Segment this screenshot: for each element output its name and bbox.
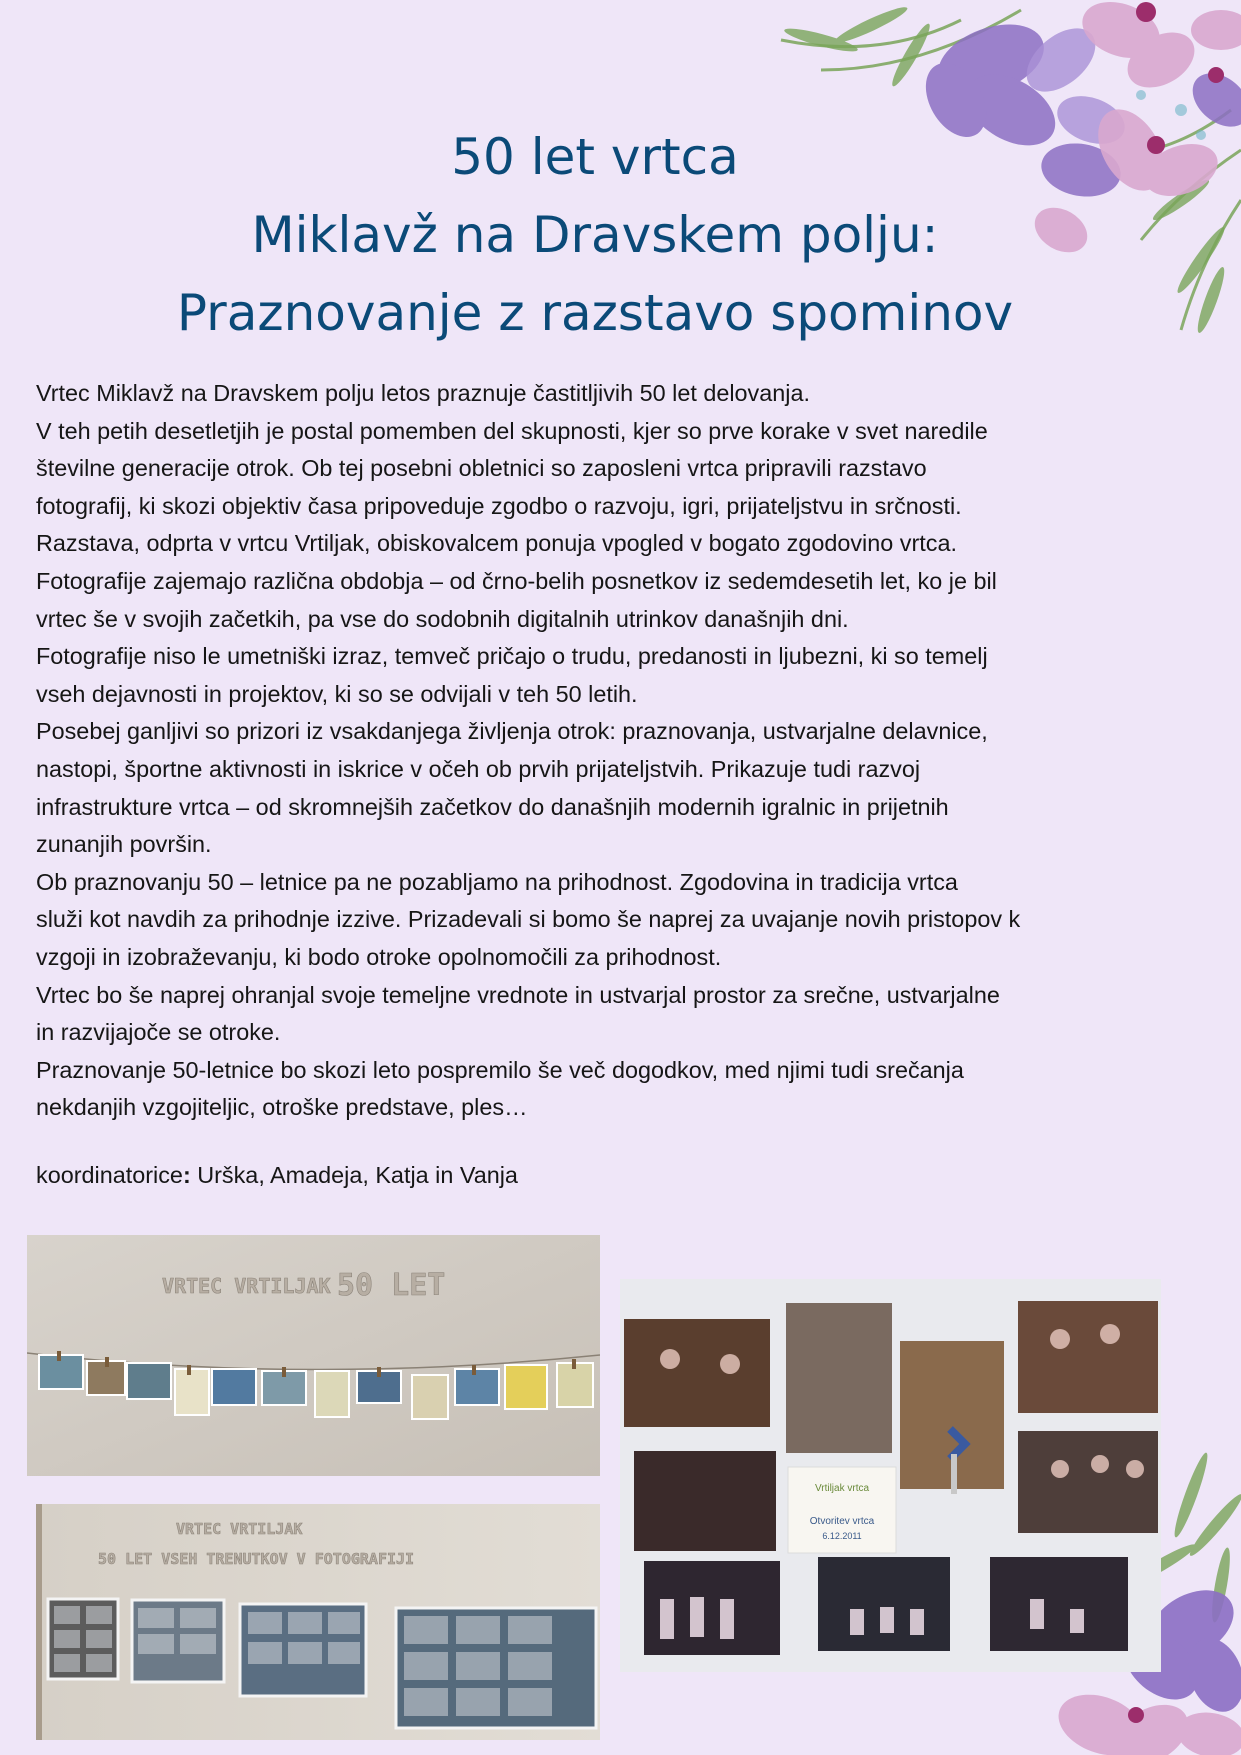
body-line: vrtec še v svojih začetkih, pa vse do sodobnih digitalnih utrinkov današnjih dni. xyxy=(36,605,849,632)
photo-event-board xyxy=(620,1279,1161,1672)
body-line: Vrtec bo še naprej ohranjal svoje temeljne vrednote in ustvarjal prostor za srečne, ustvarjalne xyxy=(36,981,1000,1008)
body-line: Fotografije niso le umetniški izraz, temveč pričajo o trudu, predanosti in ljubezni, ki so temelj xyxy=(36,643,988,670)
body-line: služi kot navdih za prihodnje izzive. Prizadevali si bomo še naprej za uvajanje novih pristopov k xyxy=(36,906,1021,933)
body-line: Posebej ganljivi so prizori iz vsakdanjega življenja otrok: praznovanja, ustvarjalne delavnice, xyxy=(36,718,988,745)
body-line: vzgoji in izobraževanju, ki bodo otroke opolnomočili za prihodnost. xyxy=(36,943,722,970)
page-title xyxy=(0,118,1190,352)
body-line: Razstava, odprta v vrtcu Vrtiljak, obiskovalcem ponuja vpogled v bogato zgodovino vrtca. xyxy=(36,530,957,557)
body-line: Fotografije zajemajo različna obdobja – od črno-belih posnetkov iz sedemdesetih let, ko je bil xyxy=(36,567,997,594)
photo1-caption-right: 50 LET xyxy=(337,1268,446,1303)
photo-framed-collages xyxy=(36,1504,600,1740)
body-line: V teh petih desetletjih je postal pomemben del skupnosti, kjer so prve korake v svet naredile xyxy=(36,417,988,444)
card-top-label: Vrtiljak vrtca xyxy=(814,1483,870,1494)
body-line: vseh dejavnosti in projektov, ki so se odvijali v teh 50 letih. xyxy=(36,680,638,707)
title-line-1: 50 let vrtca xyxy=(451,128,739,186)
coordinators-colon: : xyxy=(182,1162,191,1188)
body-line: in razvijajoče se otroke. xyxy=(36,1019,281,1046)
body-line: Praznovanje 50-letnice bo skozi leto pospremilo še več dogodkov, med njimi tudi srečanja xyxy=(36,1056,964,1083)
title-line-2: Miklavž na Dravskem polju: xyxy=(251,206,939,264)
body-line: Ob praznovanju 50 – letnice pa ne pozabljamo na prihodnost. Zgodovina in tradicija vrtca xyxy=(36,868,958,895)
body-line: Vrtec Miklavž na Dravskem polju letos praznuje častitljivih 50 let delovanja. xyxy=(36,380,810,406)
photo-hanging-pictures xyxy=(27,1235,600,1476)
body-line: fotografij, ki skozi objektiv časa pripoveduje zgodbo o razvoju, igri, prijateljstvu in srčnosti. xyxy=(36,492,962,519)
photo1-caption-left: VRTEC VRTILJAK xyxy=(162,1274,331,1298)
card-date: 6.12.2011 xyxy=(822,1531,862,1541)
coordinators-line xyxy=(36,1157,518,1194)
photo2-caption-line1: VRTEC VRTILJAK xyxy=(176,1520,303,1538)
coordinators-names: Urška, Amadeja, Katja in Vanja xyxy=(190,1162,518,1188)
body-line: številne generacije otrok. Ob tej posebni obletnici so zaposleni vrtca pripravili razstavo xyxy=(36,455,927,482)
article-body xyxy=(36,375,1211,1127)
coordinators-label: koordinatorice xyxy=(36,1162,183,1188)
body-line: nastopi, športne aktivnosti in iskrice v očeh ob prvih prijateljstvih. Prikazuje tudi razvoj xyxy=(36,755,921,782)
card-title: Otvoritev vrtca xyxy=(809,1516,875,1527)
title-line-3: Praznovanje z razstavo spominov xyxy=(176,284,1014,342)
photo2-caption-line2: 50 LET VSEH TRENUTKOV V FOTOGRAFIJI xyxy=(98,1550,415,1568)
body-line: zunanjih površin. xyxy=(36,831,212,858)
body-line: nekdanjih vzgojiteljic, otroške predstave, ples… xyxy=(36,1094,528,1121)
body-line: infrastrukture vrtca – od skromnejših začetkov do današnjih modernih igralnic in prijetnih xyxy=(36,793,949,820)
